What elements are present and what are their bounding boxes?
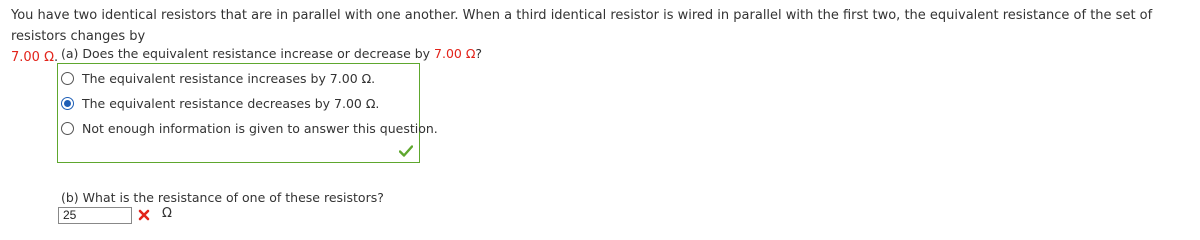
radio-button[interactable] [61, 122, 74, 135]
unit-label: Ω [162, 206, 172, 221]
radio-button-selected[interactable] [61, 97, 74, 110]
option-label: Not enough information is given to answer this question. [82, 120, 438, 136]
option-label: The equivalent resistance decreases by 7.00 Ω. [82, 95, 380, 111]
check-icon [399, 145, 413, 157]
part-a-label: (a) Does the equivalent resistance increase or decrease by 7.00 Ω? [61, 46, 483, 61]
option-increases[interactable] [61, 68, 375, 88]
option-label: The equivalent resistance increases by 7.00 Ω. [82, 70, 376, 86]
option-not-enough-info[interactable] [61, 118, 438, 138]
question-body: You have two identical resistors that are in parallel with one another. When a third identical resistor is wired in parallel with the first two, the equivalent resistance of the set of resistors changes by [11, 8, 1153, 44]
question-period: . [54, 50, 59, 65]
resistance-input[interactable]: 25 [58, 207, 132, 224]
part-b-label: (b) What is the resistance of one of these resistors? [61, 190, 384, 205]
option-decreases[interactable] [61, 93, 379, 113]
radio-button[interactable] [61, 72, 74, 85]
x-icon [138, 209, 150, 221]
part-a-answer-box [57, 63, 438, 163]
part-a-value: 7.00 Ω [434, 46, 476, 61]
question-value: 7.00 Ω [11, 50, 55, 65]
